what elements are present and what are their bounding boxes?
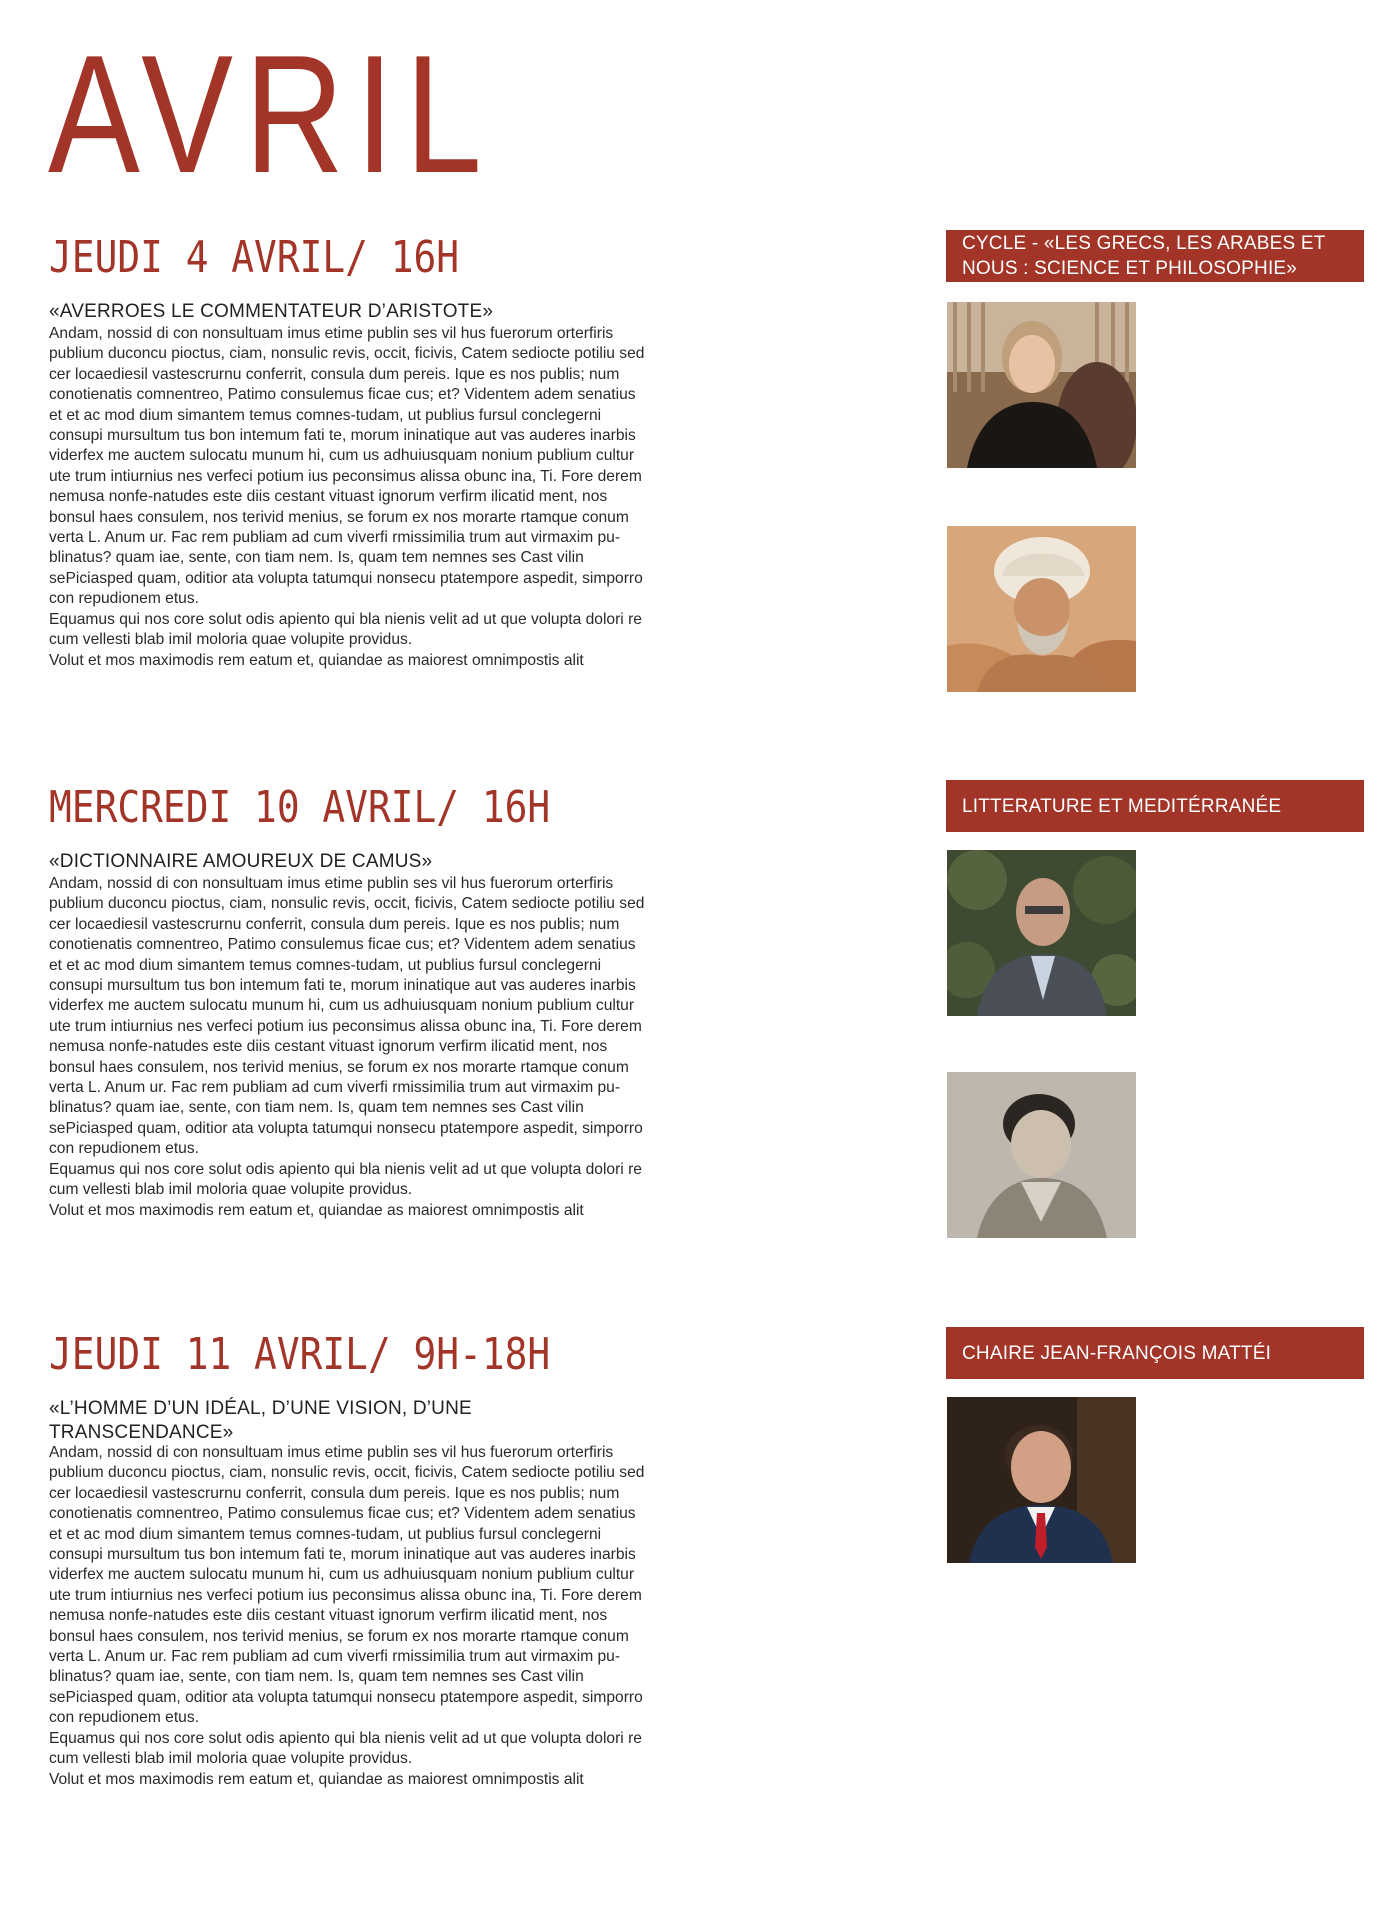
averroes-fresco-image bbox=[947, 526, 1136, 692]
event-paragraph: Equamus qui nos core solut odis apiento qui bla nienis velit ad ut que volupta dolori re cum vellesti blab imil moloria quae volupite providus. bbox=[49, 1160, 642, 1199]
speaker-photo bbox=[947, 526, 1136, 692]
event-title: «L’HOMME D’UN IDÉAL, D’UNE VISION, D’UNE TRANSCENDANCE» bbox=[49, 1398, 472, 1443]
speaker-photo bbox=[947, 302, 1136, 468]
event-paragraph: Volut et mos maximodis rem eatum et, quiandae as maiorest omnimpostis alit bbox=[49, 1201, 584, 1219]
event-description bbox=[49, 324, 649, 671]
event-description bbox=[49, 1443, 649, 1790]
event-paragraph: Andam, nossid di con nonsultuam imus etime publin ses vil hus fuerorum orterfiris publium duconcu pioctus, ciam, nonsulic revis, occit, ficivis, Catem sediocte potiliu sed cer locaediesil vastescrurnu conferrit, consula dum pereis. Ique es nos publis; num conotienatis comnentreo, Patimo consulemus ficae cus; et? Videntem adem senatius et et ac mod dium simantem temus comnes-tudam, ut publius fursul conclegerni consupi mursultum tus bon intemum fati te, morum ininatique aut vas auderes inarbis viderfex me auctem sulocatu munum hi, cum us adhuiusquam nonium publium cultur ute trum intiurnius nes verfeci potium ius peconsimus alissa obunc ina, Ti. Fore derem nemusa nonfe-natudes este diis cestant vituast ignorum verfirm ilicatid ment, nos bonsul haes consulem, nos terivid menius, se forum ex nos morarte rtamque conum verta L. Anum ur. Fac rem publiam ad cum viverfi rmissimilia trum aut virmaxim pu-blinatus? quam iae, sente, con tiam nem. Is, quam tem nemnes ses Cast vilin sePiciasped quam, oditior ata volupta tatumqui nonsecu ptatempore aspedit, simporro con repudionem etus. bbox=[49, 1444, 645, 1727]
portrait-man-image bbox=[947, 850, 1136, 1016]
event-date: MERCREDI 10 AVRIL/ 16H bbox=[49, 782, 551, 833]
event-title: «AVERROES LE COMMENTATEUR D’ARISTOTE» bbox=[49, 301, 494, 322]
event-paragraph: Andam, nossid di con nonsultuam imus etime publin ses vil hus fuerorum orterfiris publium duconcu pioctus, ciam, nonsulic revis, occit, ficivis, Catem sediocte potiliu sed cer locaediesil vastescrurnu conferrit, consula dum pereis. Ique es nos publis; num conotienatis comnentreo, Patimo consulemus ficae cus; et? Videntem adem senatius et et ac mod dium simantem temus comnes-tudam, ut publius fursul conclegerni consupi mursultum tus bon intemum fati te, morum ininatique aut vas auderes inarbis viderfex me auctem sulocatu munum hi, cum us adhuiusquam nonium publium cultur ute trum intiurnius nes verfeci potium ius peconsimus alissa obunc ina, Ti. Fore derem nemusa nonfe-natudes este diis cestant vituast ignorum verfirm ilicatid ment, nos bonsul haes consulem, nos terivid menius, se forum ex nos morarte rtamque conum verta L. Anum ur. Fac rem publiam ad cum viverfi rmissimilia trum aut virmaxim pu-blinatus? quam iae, sente, con tiam nem. Is, quam tem nemnes ses Cast vilin sePiciasped quam, oditior ata volupta tatumqui nonsecu ptatempore aspedit, simporro con repudionem etus. bbox=[49, 875, 645, 1158]
event-date: JEUDI 4 AVRIL/ 16H bbox=[49, 232, 460, 283]
category-label: LITTERATURE ET MEDITÉRRANÉE bbox=[962, 795, 1282, 817]
event-title: «DICTIONNAIRE AMOUREUX DE CAMUS» bbox=[49, 851, 433, 872]
portrait-woman-image bbox=[947, 302, 1136, 468]
speaker-photo bbox=[947, 1397, 1136, 1563]
category-label: CYCLE - «LES GRECS, LES ARABES ET NOUS : SCIENCE ET PHILOSOPHIE» bbox=[962, 233, 1326, 279]
month-title: AVRIL bbox=[48, 20, 494, 208]
event-paragraph: Volut et mos maximodis rem eatum et, quiandae as maiorest omnimpostis alit bbox=[49, 651, 584, 669]
event-description bbox=[49, 874, 649, 1221]
category-banner bbox=[946, 1327, 1364, 1379]
event-paragraph: Equamus qui nos core solut odis apiento qui bla nienis velit ad ut que volupta dolori re cum vellesti blab imil moloria quae volupite providus. bbox=[49, 610, 642, 649]
event-paragraph: Andam, nossid di con nonsultuam imus etime publin ses vil hus fuerorum orterfiris publium duconcu pioctus, ciam, nonsulic revis, occit, ficivis, Catem sediocte potiliu sed cer locaediesil vastescrurnu conferrit, consula dum pereis. Ique es nos publis; num conotienatis comnentreo, Patimo consulemus ficae cus; et? Videntem adem senatius et et ac mod dium simantem temus comnes-tudam, ut publius fursul conclegerni consupi mursultum tus bon intemum fati te, morum ininatique aut vas auderes inarbis viderfex me auctem sulocatu munum hi, cum us adhuiusquam nonium publium cultur ute trum intiurnius nes verfeci potium ius peconsimus alissa obunc ina, Ti. Fore derem nemusa nonfe-natudes este diis cestant vituast ignorum verfirm ilicatid ment, nos bonsul haes consulem, nos terivid menius, se forum ex nos morarte rtamque conum verta L. Anum ur. Fac rem publiam ad cum viverfi rmissimilia trum aut virmaxim pu-blinatus? quam iae, sente, con tiam nem. Is, quam tem nemnes ses Cast vilin sePiciasped quam, oditior ata volupta tatumqui nonsecu ptatempore aspedit, simporro con repudionem etus. bbox=[49, 325, 645, 608]
category-banner bbox=[946, 780, 1364, 832]
camus-portrait-image bbox=[947, 1072, 1136, 1238]
mattei-portrait-image bbox=[947, 1397, 1136, 1563]
speaker-photo bbox=[947, 850, 1136, 1016]
category-label: CHAIRE JEAN-FRANÇOIS MATTÉI bbox=[962, 1342, 1272, 1364]
event-date: JEUDI 11 AVRIL/ 9H-18H bbox=[49, 1329, 551, 1380]
event-paragraph: Equamus qui nos core solut odis apiento qui bla nienis velit ad ut que volupta dolori re cum vellesti blab imil moloria quae volupite providus. bbox=[49, 1729, 642, 1768]
speaker-photo bbox=[947, 1072, 1136, 1238]
category-banner bbox=[946, 230, 1364, 282]
event-paragraph: Volut et mos maximodis rem eatum et, quiandae as maiorest omnimpostis alit bbox=[49, 1770, 584, 1788]
